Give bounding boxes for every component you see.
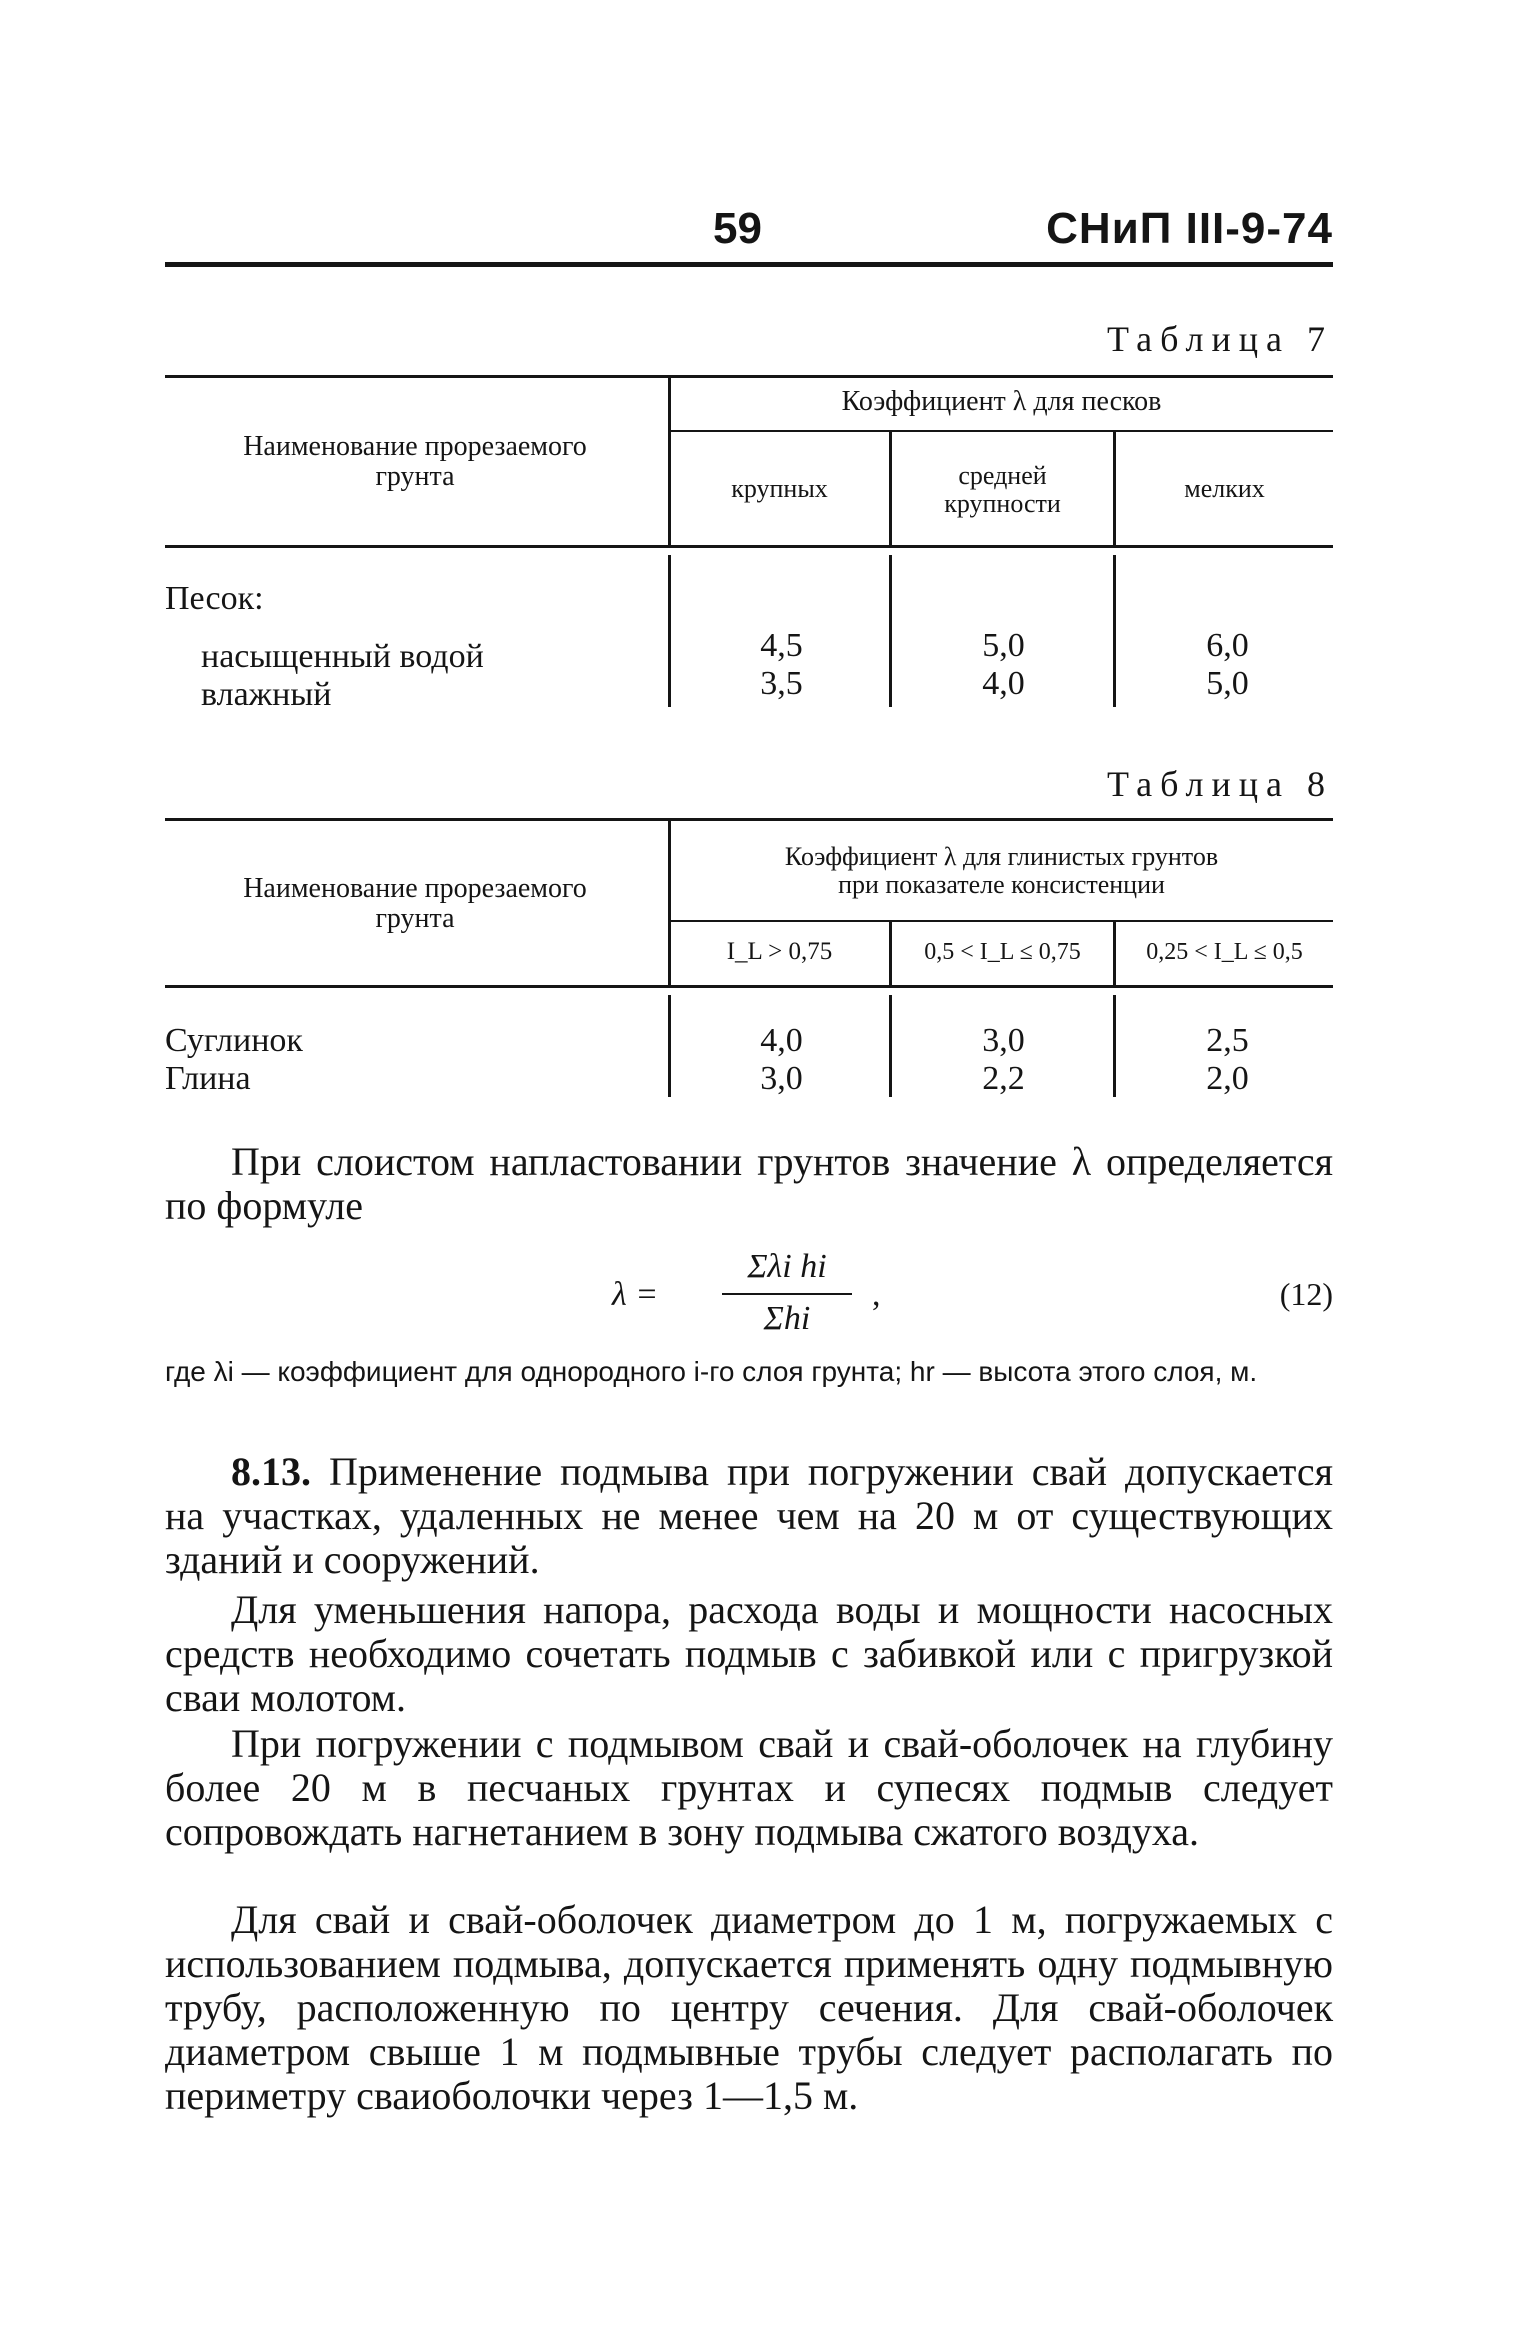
table7-col-medium-line2: крупности [944,489,1061,518]
paragraph-4: Для свай и свай-оболочек диаметром до 1 м, погружаемых с использованием подмыва, допускается применять одну подмывную трубу, расположенную по центру сечения. Для свай-оболочек диаметром свыше 1 м подмывные трубы следует располагать по периметру сваиоболочки через 1—1,5 м. [165,1897,1333,2118]
table7-left-header-line2: грунта [375,461,455,492]
table-cell: 2,0 [1206,1060,1249,1097]
paragraph-3: При погружении с подмывом свай и свай-оболочек на глубину более 20 м в песчаных грунтах и супесях подмыв следует сопровождать нагнетанием в зону подмыва сжатого воздуха. [165,1721,1333,1854]
section-text: Применение подмыва при погружении свай допускается на участках, удаленных не менее чем на 20 м от существующих зданий и сооружений. [165,1449,1334,1582]
table8-row-names [165,1022,665,1098]
table-cell: 3,5 [760,665,803,702]
table8-group-rule [670,920,1333,922]
table7-col1-values [670,627,893,703]
table8-left-header-line2: грунта [375,903,455,934]
table7-col-coarse: крупных [731,474,828,503]
table8-col-il-05-075: 0,5 < I_L ≤ 0,75 [924,939,1081,965]
table8-group-header-line1: Коэффициент λ для глинистых грунтов [784,842,1219,871]
formula-denominator: Σhi [763,1300,811,1337]
table7-head-rule [165,545,1333,548]
table7-group-label: Песок: [165,580,264,617]
table8-left-header [165,874,665,934]
table8-left-header-line1: Наименование прорезаемого [243,873,587,904]
header-rule [165,262,1333,267]
table-cell: 4,5 [760,627,803,664]
table7-row-name: влажный [201,676,332,713]
intro-paragraph: При слоистом напластовании грунтов значение λ определяется по формуле [165,1139,1333,1228]
table8-col1-values [670,1022,893,1098]
paragraph-2: Для уменьшения напора, расхода воды и мощности насосных средств необходимо сочетать подмыв с забивкой или с пригрузкой сваи молотом. [165,1587,1333,1720]
formula-lhs: λ = [612,1276,659,1313]
running-header [165,200,1333,260]
equation-number: (12) [1279,1276,1333,1312]
page-number: 59 [713,204,762,253]
table8-col-il-gt-075: I_L > 0,75 [726,938,833,965]
table7-col3-values [1116,627,1339,703]
table7-top-rule [165,375,1333,378]
table7-col-fine: мелких [1184,474,1265,503]
where-clause: где λi — коэффициент для однородного i-го слоя грунта; hr — высота этого слоя, м. [165,1356,1258,1387]
table-cell: 5,0 [1206,665,1249,702]
table7-col-medium-line1: средней [958,461,1047,490]
table8-row-name: Суглинок [165,1022,303,1059]
formula-tail: , [872,1276,881,1313]
fraction-bar [722,1293,852,1295]
document-code: СНиП III-9-74 [1046,204,1333,253]
table-cell: 2,2 [982,1060,1025,1097]
table7-row-names [165,580,665,714]
table-cell: 5,0 [982,627,1025,664]
table8-row-name: Глина [165,1060,251,1097]
table-cell: 3,0 [982,1022,1025,1059]
formula-numerator: Σλi hi [747,1248,827,1285]
table8-col-il-025-05: 0,25 < I_L ≤ 0,5 [1146,939,1303,965]
formula-12 [600,1248,900,1348]
table7-left-header [165,432,665,492]
table8-group-header-line2: при показателе консистенции [838,870,1165,899]
table-cell: 4,0 [982,665,1025,702]
table7-left-header-line1: Наименование прорезаемого [243,431,587,462]
table8-col3-values [1116,1022,1339,1098]
table8-col2-values [892,1022,1115,1098]
table7-group-header: Коэффициент λ для песков [841,386,1162,417]
table8-caption: Таблица 8 [1107,764,1333,804]
table8-group-header [670,843,1333,899]
table-cell: 3,0 [760,1060,803,1097]
table7-caption: Таблица 7 [1107,319,1333,359]
table7-row-name: насыщенный водой [201,638,484,675]
table7-group-rule [670,430,1333,432]
table-cell: 2,5 [1206,1022,1249,1059]
table8-top-rule [165,818,1333,821]
section-number: 8.13. [231,1449,311,1494]
table-cell: 6,0 [1206,627,1249,664]
table-cell: 4,0 [760,1022,803,1059]
table7-col-medium [892,462,1113,518]
table8-head-rule [165,985,1333,988]
table7-col2-values [892,627,1115,703]
section-8-13-paragraph [165,1450,1333,1582]
